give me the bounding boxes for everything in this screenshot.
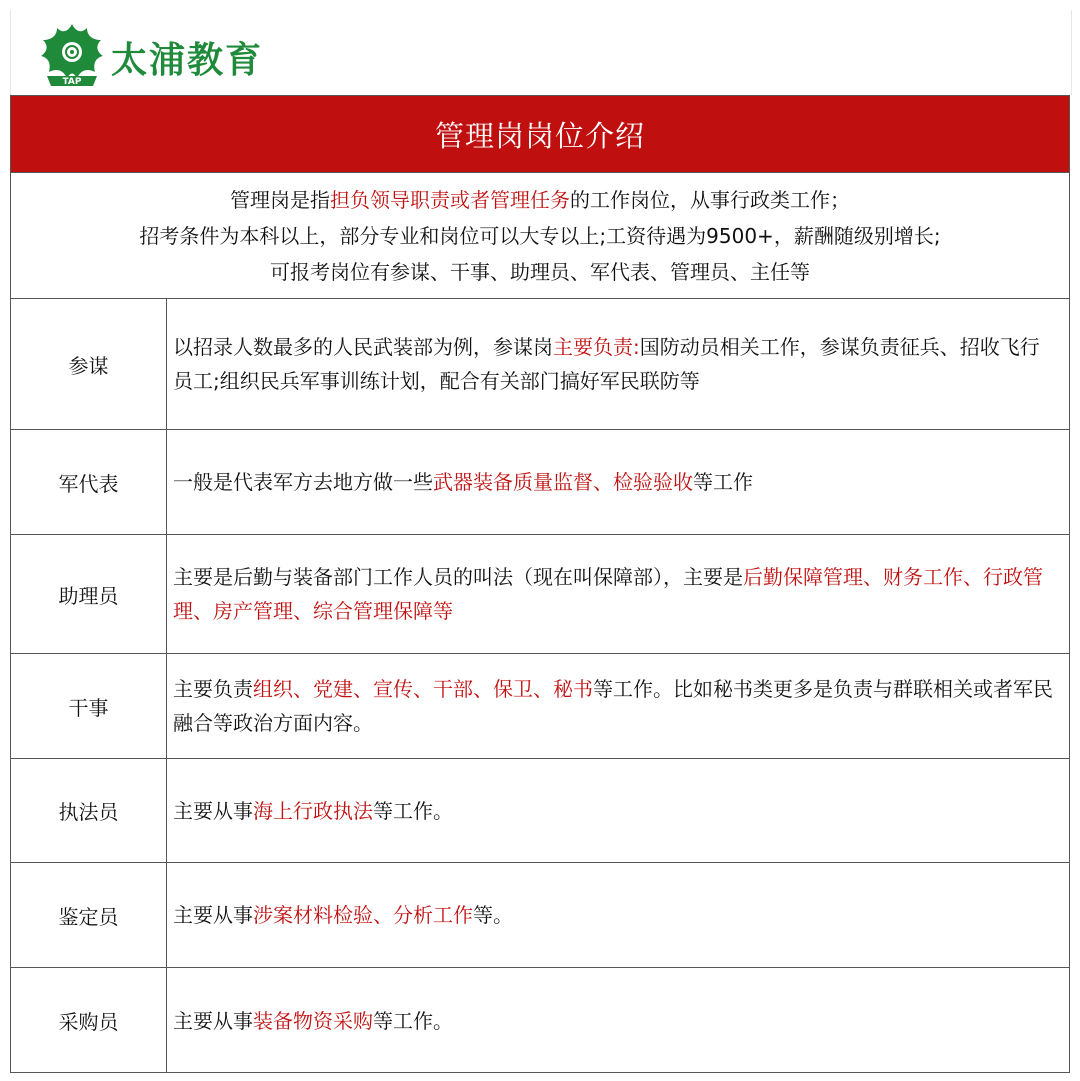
description-text: 主要从事 xyxy=(173,798,253,823)
brand-name: 太浦教育 xyxy=(111,40,264,81)
intro-line-1-c: 的工作岗位，从事行政类工作； xyxy=(570,187,850,212)
row-label: 采购员 xyxy=(11,968,167,1073)
row-label: 参谋 xyxy=(11,299,167,429)
table-row xyxy=(11,430,1069,535)
table-row xyxy=(11,968,1069,1073)
highlight-text: 海上行政执法 xyxy=(253,798,373,823)
row-label: 执法员 xyxy=(11,759,167,862)
row-description xyxy=(173,430,1059,534)
description-text: 等。 xyxy=(473,903,513,927)
description-text: 以招录人数最多的人民武装部为例，参谋岗 xyxy=(173,335,553,359)
description-text: 主要是后勤与装备部门工作人员的叫法（现在叫保障部），主要是 xyxy=(173,565,743,589)
row-description xyxy=(173,654,1059,758)
description-text: 国防动员相关工作，参谋负责征兵、招收飞行员工;组织民兵军事训练计划，配合有关部门搞好军民联防等 xyxy=(173,335,1040,393)
logo-text: TAP xyxy=(62,77,82,87)
intro-line-2: 招考条件为本科以上，部分专业和岗位可以大专以上;工资待遇为9500+，薪酬随级别增长; xyxy=(139,223,941,248)
highlight-text: 装备物资采购 xyxy=(253,1008,373,1033)
page-title: 管理岗岗位介绍 xyxy=(11,96,1069,172)
table-row xyxy=(11,535,1069,654)
highlight-text: 武器装备质量监督、检验验收 xyxy=(433,470,693,494)
row-description xyxy=(173,535,1059,653)
description-text: 主要从事 xyxy=(173,903,253,927)
intro-line-1-a: 管理岗是指 xyxy=(230,187,330,212)
intro-line-1-highlight: 担负领导职责或者管理任务 xyxy=(330,187,570,212)
highlight-text: 涉案材料检验、分析工作 xyxy=(253,903,473,927)
description-text: 等工作。 xyxy=(373,1008,453,1033)
intro-line-3: 可报考岗位有参谋、干事、助理员、军代表、管理员、主任等 xyxy=(270,259,810,284)
brand-logo-icon xyxy=(37,20,107,90)
description-text: 等工作 xyxy=(693,470,753,494)
table-row xyxy=(11,299,1069,430)
highlight-text: 后勤保障管理、财务工作、行政管理、房产管理、综合管理保障等 xyxy=(173,565,1043,623)
highlight-text: 主要负责: xyxy=(553,335,640,359)
row-label: 鉴定员 xyxy=(11,863,167,967)
row-description xyxy=(173,968,1059,1073)
row-label: 助理员 xyxy=(11,535,167,653)
header xyxy=(10,10,1072,95)
row-description xyxy=(173,863,1059,967)
table-row xyxy=(11,759,1069,863)
description-text: 等工作。比如秘书类更多是负责与群联相关或者军民融合等政治方面内容。 xyxy=(173,677,1053,735)
intro-line-1 xyxy=(230,182,850,218)
highlight-text: 组织、党建、宣传、干部、保卫、秘书 xyxy=(253,677,593,701)
description-text: 主要从事 xyxy=(173,1008,253,1033)
description-text: 等工作。 xyxy=(373,798,453,823)
intro-block xyxy=(11,172,1069,299)
position-table xyxy=(10,95,1070,1073)
row-description xyxy=(173,759,1059,862)
row-label: 军代表 xyxy=(11,430,167,534)
description-text: 主要负责 xyxy=(173,677,253,701)
row-description xyxy=(173,299,1059,429)
row-label: 干事 xyxy=(11,654,167,758)
description-text: 一般是代表军方去地方做一些 xyxy=(173,470,433,494)
table-row xyxy=(11,863,1069,968)
table-row xyxy=(11,654,1069,759)
